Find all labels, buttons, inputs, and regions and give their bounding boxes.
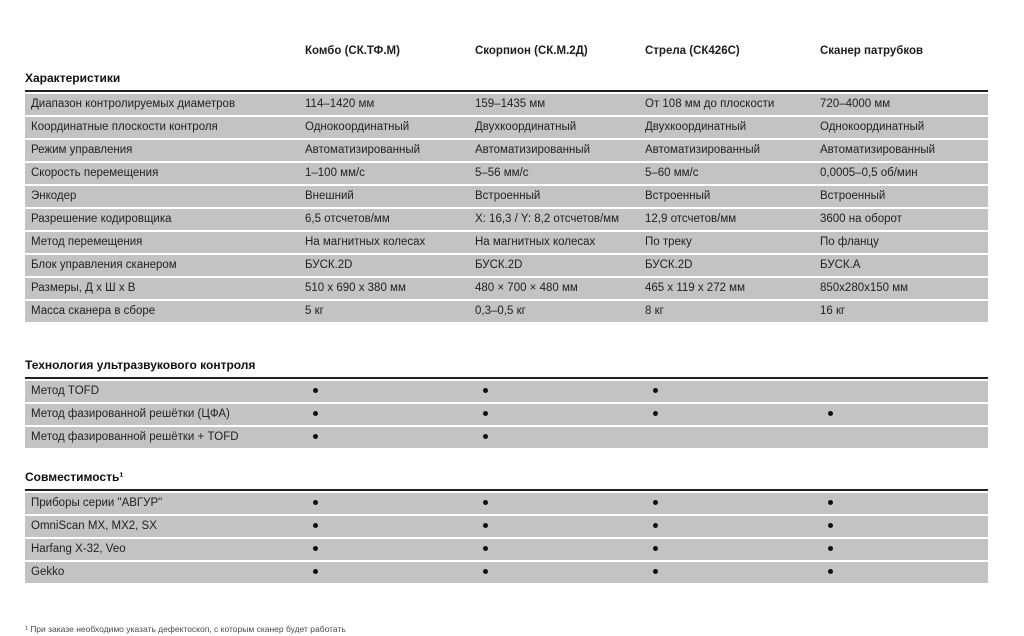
value-cell: На магнитных колесах: [305, 236, 426, 248]
feature-dot-icon: [313, 523, 318, 528]
section-rows: [25, 493, 988, 583]
feature-cell: [305, 539, 475, 560]
feature-dot-icon: [483, 500, 488, 505]
feature-dot-icon: [828, 500, 833, 505]
feature-cell: [645, 493, 820, 514]
row-label: Размеры, Д х Ш х В: [31, 282, 136, 294]
table-row: [25, 427, 988, 448]
feature-cell: [645, 516, 820, 537]
value-cell: БУСК.2D: [645, 259, 693, 271]
row-label: Gekko: [31, 566, 65, 578]
row-label: Разрешение кодировщика: [31, 213, 172, 225]
table-row: [25, 493, 988, 514]
feature-cell: [305, 493, 475, 514]
value-cell: 850x280x150 мм: [820, 282, 909, 294]
feature-cell: [820, 539, 988, 560]
value-cell: Автоматизированный: [820, 144, 936, 156]
value-cell: Автоматизированный: [645, 144, 761, 156]
row-label: Приборы серии "АВГУР": [31, 497, 163, 509]
table-row: [25, 539, 988, 560]
feature-dot-icon: [483, 523, 488, 528]
feature-dot-icon: [653, 546, 658, 551]
value-cell: X: 16,3 / Y: 8,2 отсчетов/мм: [475, 213, 619, 225]
value-cell: Двухкоординатный: [475, 121, 577, 133]
feature-dot-icon: [828, 546, 833, 551]
feature-cell: [475, 427, 645, 448]
feature-dot-icon: [653, 388, 658, 393]
feature-cell: [475, 493, 645, 514]
value-cell: 114–1420 мм: [305, 98, 375, 110]
feature-cell: [820, 404, 988, 425]
column-header-4: Сканер патрубков: [820, 45, 924, 57]
feature-cell: [305, 516, 475, 537]
value-cell: 6,5 отсчетов/мм: [305, 213, 390, 225]
value-cell: 480 × 700 × 480 мм: [475, 282, 578, 294]
row-label: Координатные плоскости контроля: [31, 121, 218, 133]
feature-dot-icon: [653, 500, 658, 505]
feature-cell: [645, 562, 820, 583]
row-label: Диапазон контролируемых диаметров: [31, 98, 236, 110]
table-section: [25, 71, 988, 322]
value-cell: Однокоординатный: [305, 121, 410, 133]
value-cell: Встроенный: [820, 190, 886, 202]
table-section: [25, 358, 988, 448]
feature-cell: [475, 516, 645, 537]
feature-cell: [475, 562, 645, 583]
value-cell: Встроенный: [645, 190, 711, 202]
feature-cell: [475, 404, 645, 425]
section-title: Технология ультразвукового контроля: [25, 358, 988, 379]
section-title: Характеристики: [25, 71, 988, 92]
feature-cell: [305, 427, 475, 448]
header-spacer-cell: [25, 44, 305, 58]
table-row: [25, 562, 988, 583]
value-cell: 465 x 119 x 272 мм: [645, 282, 745, 294]
row-label: Режим управления: [31, 144, 133, 156]
value-cell: 5–60 мм/с: [645, 167, 699, 179]
value-cell: 0,3–0,5 кг: [475, 305, 526, 317]
value-cell: По фланцу: [820, 236, 879, 248]
feature-dot-icon: [313, 411, 318, 416]
table-row: [25, 255, 988, 276]
value-cell: БУСК.2D: [475, 259, 523, 271]
table-section: [25, 470, 988, 583]
feature-dot-icon: [828, 569, 833, 574]
feature-cell: [820, 493, 988, 514]
feature-dot-icon: [653, 523, 658, 528]
value-cell: По треку: [645, 236, 692, 248]
feature-cell: [645, 539, 820, 560]
table-row: [25, 186, 988, 207]
feature-cell: [820, 516, 988, 537]
product-header-row: [25, 44, 988, 58]
table-row: [25, 117, 988, 138]
feature-dot-icon: [483, 569, 488, 574]
value-cell: Двухкоординатный: [645, 121, 747, 133]
column-header-2: Скорпион (СК.М.2Д): [475, 45, 588, 57]
value-cell: 720–4000 мм: [820, 98, 891, 110]
value-cell: На магнитных колесах: [475, 236, 596, 248]
table-row: [25, 278, 988, 299]
table-row: [25, 404, 988, 425]
table-row: [25, 381, 988, 402]
value-cell: БУСК.2D: [305, 259, 353, 271]
feature-dot-icon: [828, 411, 833, 416]
value-cell: 510 x 690 x 380 мм: [305, 282, 406, 294]
value-cell: От 108 мм до плоскости: [645, 98, 775, 110]
row-label: OmniScan MX, MX2, SX: [31, 520, 157, 532]
value-cell: Однокоординатный: [820, 121, 925, 133]
feature-cell: [305, 562, 475, 583]
feature-dot-icon: [313, 569, 318, 574]
scanner-comparison-table: [25, 44, 988, 583]
value-cell: Внешний: [305, 190, 354, 202]
footnote: ¹ При заказе необходимо указать дефектоскоп, с которым сканер будет работать: [25, 624, 346, 634]
value-cell: 12,9 отсчетов/мм: [645, 213, 737, 225]
value-cell: 3600 на оборот: [820, 213, 902, 225]
row-label: Метод фазированной решётки + TOFD: [31, 431, 239, 443]
feature-dot-icon: [313, 434, 318, 439]
row-label: Масса сканера в сборе: [31, 305, 156, 317]
row-label: Метод фазированной решётки (ЦФА): [31, 408, 230, 420]
value-cell: 16 кг: [820, 305, 846, 317]
table-row: [25, 209, 988, 230]
feature-dot-icon: [483, 434, 488, 439]
row-label: Метод перемещения: [31, 236, 143, 248]
section-title: Совместимость¹: [25, 470, 988, 491]
value-cell: 8 кг: [645, 305, 664, 317]
feature-dot-icon: [653, 411, 658, 416]
feature-dot-icon: [313, 388, 318, 393]
feature-cell: [820, 562, 988, 583]
feature-dot-icon: [483, 411, 488, 416]
value-cell: 159–1435 мм: [475, 98, 546, 110]
value-cell: 1–100 мм/с: [305, 167, 365, 179]
feature-cell: [305, 404, 475, 425]
table-row: [25, 94, 988, 115]
feature-dot-icon: [313, 546, 318, 551]
section-rows: [25, 94, 988, 322]
table-row: [25, 516, 988, 537]
table-row: [25, 163, 988, 184]
value-cell: 5–56 мм/с: [475, 167, 529, 179]
feature-dot-icon: [653, 569, 658, 574]
feature-cell: [645, 404, 820, 425]
value-cell: Автоматизированный: [305, 144, 421, 156]
feature-cell: [305, 381, 475, 402]
row-label: Метод TOFD: [31, 385, 100, 397]
feature-dot-icon: [483, 546, 488, 551]
feature-cell: [645, 381, 820, 402]
table-row: [25, 301, 988, 322]
row-label: Блок управления сканером: [31, 259, 177, 271]
column-header-1: Комбо (СК.ТФ.М): [305, 45, 400, 57]
value-cell: БУСК.А: [820, 259, 861, 271]
row-label: Harfang X-32, Veo: [31, 543, 126, 555]
row-label: Скорость перемещения: [31, 167, 159, 179]
value-cell: 5 кг: [305, 305, 324, 317]
feature-cell: [475, 539, 645, 560]
feature-dot-icon: [483, 388, 488, 393]
table-row: [25, 232, 988, 253]
feature-cell: [475, 381, 645, 402]
column-header-3: Стрела (СК426С): [645, 45, 740, 57]
feature-dot-icon: [828, 523, 833, 528]
table-sections: [25, 71, 988, 583]
row-label: Энкодер: [31, 190, 77, 202]
value-cell: Встроенный: [475, 190, 541, 202]
value-cell: Автоматизированный: [475, 144, 591, 156]
table-row: [25, 140, 988, 161]
value-cell: 0,0005–0,5 об/мин: [820, 167, 918, 179]
section-rows: [25, 381, 988, 448]
feature-dot-icon: [313, 500, 318, 505]
